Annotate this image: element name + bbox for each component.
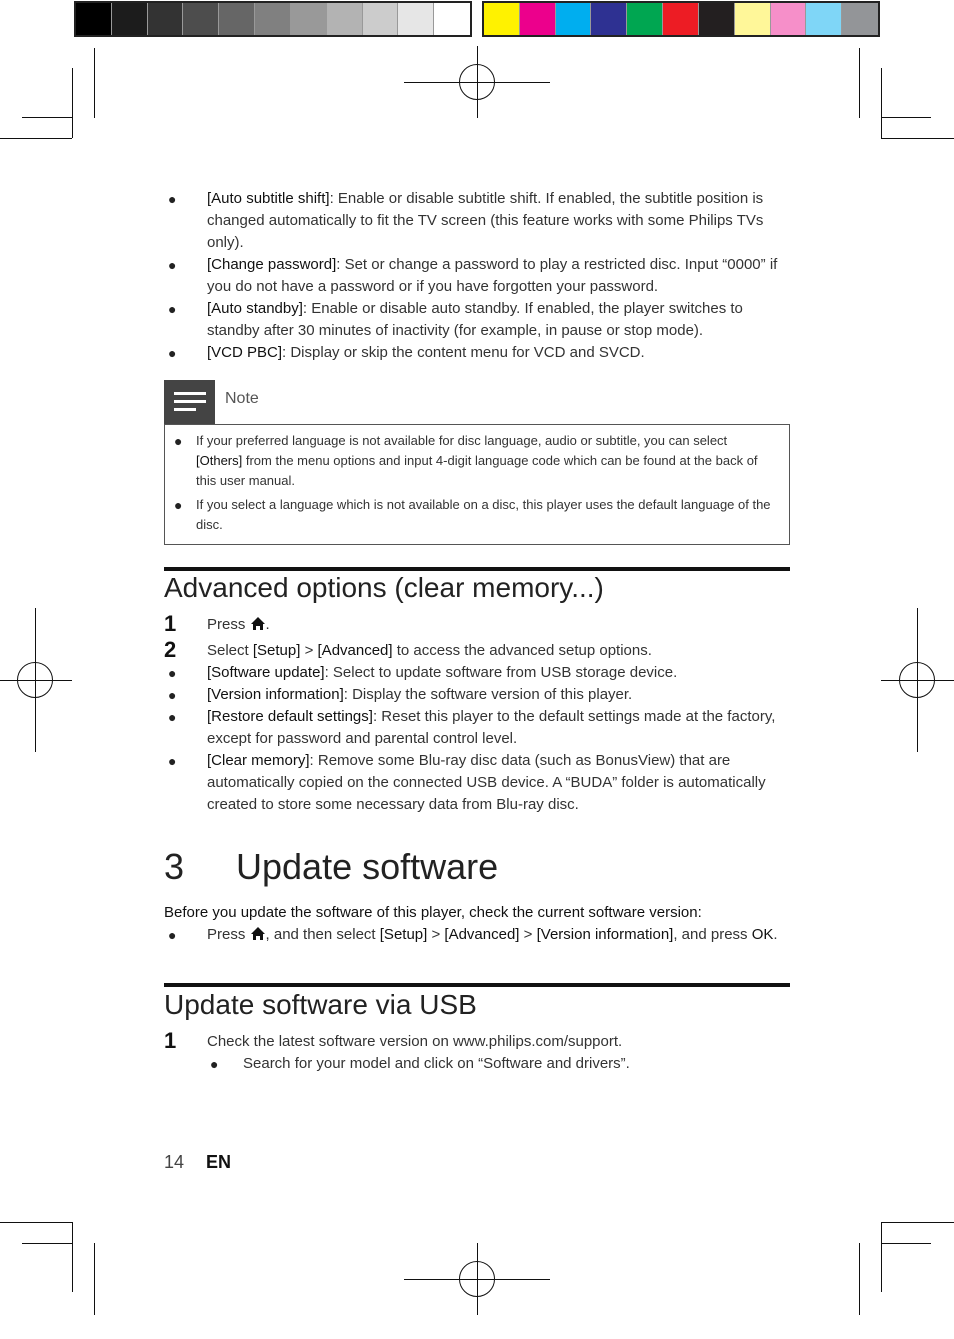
color-swatch	[327, 3, 363, 35]
page-footer	[164, 1152, 231, 1173]
list-item: ● [Auto standby]: Enable or disable auto standby. If enabled, the player switches to standby after 30 minutes of inactivity (for example, in pause or stop mode).	[168, 300, 743, 339]
bullet-icon: ●	[174, 497, 183, 513]
color-swatch	[663, 3, 699, 35]
list-item: ● [Auto subtitle shift]: Enable or disable subtitle shift. If enabled, the subtitle position is changed automatically to fit the TV screen (this feature works with some Philips TVs only).	[168, 190, 764, 251]
list-item: ● If you select a language which is not available on a disc, this player uses the default language of the disc.	[174, 497, 771, 532]
section-rule	[164, 567, 790, 571]
color-swatch	[842, 3, 878, 35]
language-code: EN	[206, 1152, 232, 1172]
color-swatch	[112, 3, 148, 35]
color-swatch	[363, 3, 399, 35]
color-swatch	[806, 3, 842, 35]
color-swatch	[556, 3, 592, 35]
step-2: 2 Select [Setup] > [Advanced] to access the advanced setup options.	[164, 637, 652, 662]
section-heading-advanced: Advanced options (clear memory...)	[164, 572, 604, 603]
bullet-icon: ●	[168, 665, 177, 681]
bullet-icon: ●	[168, 301, 177, 317]
bullet-icon: ●	[168, 709, 177, 725]
bullet-icon: ●	[174, 433, 183, 449]
bullet-icon: ●	[168, 191, 177, 207]
section-heading-usb: Update software via USB	[164, 989, 477, 1020]
list-item: ● [VCD PBC]: Display or skip the content menu for VCD and SVCD.	[164, 342, 790, 364]
bullet-icon: ●	[210, 1056, 219, 1072]
color-swatch	[627, 3, 663, 35]
home-icon	[250, 616, 266, 631]
step-1: 1 Check the latest software version on www.philips.com/support.	[164, 1028, 623, 1053]
bullet-icon: ●	[168, 687, 177, 703]
list-item: ● [Version information]: Display the software version of this player.	[164, 684, 790, 706]
bullet-icon: ●	[168, 345, 177, 361]
usb-steps	[164, 1028, 790, 1075]
note-title: Note	[225, 390, 259, 407]
color-swatch	[699, 3, 735, 35]
bullet-icon: ●	[168, 753, 177, 769]
step-1: 1 Press .	[164, 611, 270, 636]
color-swatch	[735, 3, 771, 35]
color-swatch	[591, 3, 627, 35]
update-intro	[164, 902, 790, 946]
settings-list	[164, 188, 790, 364]
list-item: ● If your preferred language is not available for disc language, audio or subtitle, you can select [Others] from the menu options and input 4-digit language code which can be found at the back of this user manual.	[174, 433, 758, 488]
list-item: ● [Restore default settings]: Reset this player to the default settings made at the factory, except for password and parental control level.	[168, 708, 776, 747]
color-swatch	[219, 3, 255, 35]
color-swatch	[183, 3, 219, 35]
sub-list-item: ● Search for your model and click on “Software and drivers”.	[164, 1053, 790, 1075]
color-swatch	[398, 3, 434, 35]
color-swatch	[148, 3, 184, 35]
color-swatch	[291, 3, 327, 35]
color-swatch	[520, 3, 556, 35]
page-number: 14	[164, 1152, 185, 1172]
color-calibration-bar	[482, 1, 880, 37]
section-rule	[164, 983, 790, 987]
color-swatch	[484, 3, 520, 35]
note-icon	[164, 380, 215, 424]
advanced-steps	[164, 611, 790, 816]
list-item: ● Press , and then select [Setup] > [Advanced] > [Version information], and press OK.	[164, 924, 790, 946]
intro-text: Before you update the software of this player, check the current software version:	[164, 904, 702, 921]
color-swatch	[255, 3, 291, 35]
note-content	[174, 431, 774, 535]
list-item: ● [Clear memory]: Remove some Blu-ray disc data (such as BonusView) that are automatically copied on the connected USB device. A “BUDA” folder is automatically created to store some necessary data from Blu-ray disc.	[168, 752, 766, 813]
color-swatch	[76, 3, 112, 35]
gray-calibration-bar	[74, 1, 472, 37]
color-swatch	[434, 3, 470, 35]
bullet-icon: ●	[168, 257, 177, 273]
bullet-icon: ●	[168, 927, 177, 943]
home-icon	[250, 926, 266, 941]
list-item: ● [Software update]: Select to update software from USB storage device.	[164, 662, 790, 684]
chapter-heading: 3 Update software	[164, 846, 499, 887]
color-swatch	[771, 3, 807, 35]
list-item: ● [Change password]: Set or change a password to play a restricted disc. Input “0000” if you do not have a password or if you have forgotten your password.	[168, 256, 778, 295]
